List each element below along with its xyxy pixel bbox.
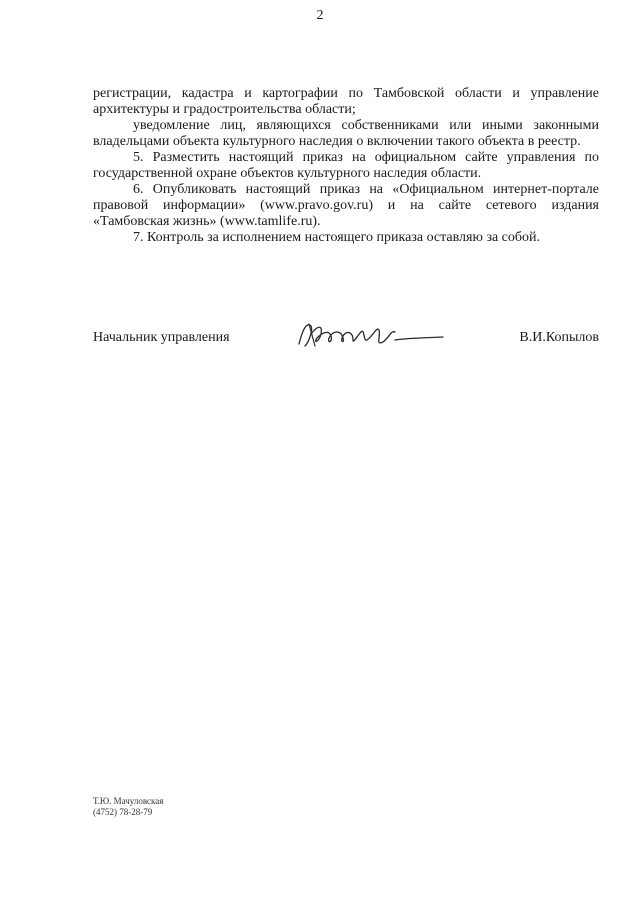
paragraph-item-6: 6. Опубликовать настоящий приказ на «Официальном интернет-портале правовой информации» (www.pravo.gov.ru) и на сайте сетевого издания «Тамбовская жизнь» (www.tamlife.ru). [93, 182, 599, 229]
handwritten-signature [291, 316, 451, 356]
document-body [93, 86, 599, 246]
paragraph-notification: уведомление лиц, являющихся собственниками или иными законными владельцами объекта культурного наследия о включении такого объекта в реестр. [93, 118, 599, 149]
signatory-name: В.И.Копылов [519, 330, 599, 345]
page-number: 2 [316, 8, 324, 23]
executor-name: Т.Ю. Мачуловская [93, 796, 164, 806]
paragraph-item-7: 7. Контроль за исполнением настоящего приказа оставляю за собой. [133, 230, 541, 245]
executor-info [93, 796, 163, 818]
signature-block [93, 316, 599, 360]
paragraph-continuation: регистрации, кадастра и картографии по Тамбовской области и управление архитектуры и градостроительства области; [93, 86, 599, 117]
signatory-position: Начальник управления [93, 330, 230, 345]
paragraph-item-5: 5. Разместить настоящий приказ на официальном сайте управления по государственной охране объектов культурного наследия области. [93, 150, 599, 181]
executor-phone: (4752) 78-28-79 [93, 807, 153, 817]
